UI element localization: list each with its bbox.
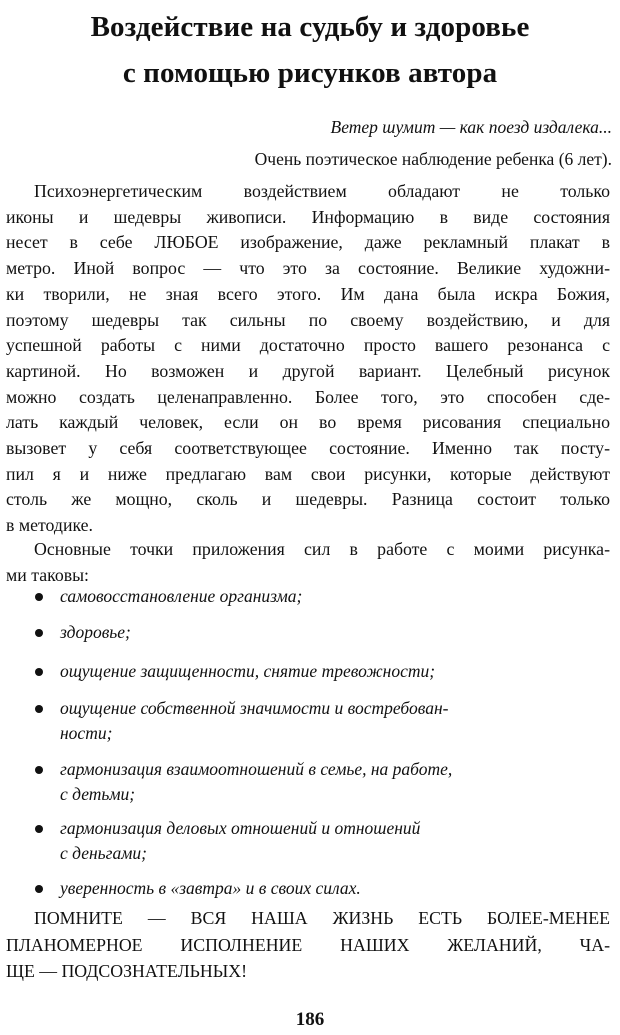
paragraph-line: успешной работы с ними достаточно просто вашего резонанса с <box>6 335 610 356</box>
paragraph-main <box>6 179 610 539</box>
page-title <box>20 4 600 96</box>
list-item-line: гармонизация взаимоотношений в семье, на работе, <box>60 759 453 779</box>
paragraph-line: лать каждый человек, если он во время рисования специально <box>6 412 610 433</box>
bullet-icon <box>35 766 43 774</box>
bullet-icon <box>35 885 43 893</box>
list-item-line: уверенность в «завтра» и в своих силах. <box>60 878 361 898</box>
paragraph-line: метро. Иной вопрос — что это за состояние. Великие художни- <box>6 258 610 279</box>
list-item-text <box>60 659 600 684</box>
paragraph-line: пил я и ниже предлагаю вам свои рисунки, которые действуют <box>6 463 610 484</box>
bullet-icon <box>35 593 43 601</box>
paragraph-line: несет в себе ЛЮБОЕ изображение, даже рекламный плакат в <box>6 232 610 253</box>
closing-line: ЩЕ — ПОДСОЗНАТЕЛЬНЫХ! <box>6 961 247 981</box>
paragraph-line: Основные точки приложения сил в работе с моими рисунка- <box>34 539 610 559</box>
paragraph-line: столь же мощно, сколь и шедевры. Разница состоит только <box>6 489 610 510</box>
bullet-icon <box>35 705 43 713</box>
list-item-text <box>60 876 600 901</box>
paragraph-line: можно создать целенаправленно. Более того, это способен сде- <box>6 386 610 407</box>
paragraph-intro-list <box>6 537 610 588</box>
list-item-text <box>60 757 600 807</box>
epigraph-quote: Ветер шумит — как поезд издалека... <box>330 117 612 137</box>
list-item-line: с детьми; <box>60 784 136 804</box>
paragraph-line: поэтому шедевры так сильны по своему воздействию, и для <box>6 309 610 330</box>
page-number: 186 <box>295 1009 325 1030</box>
list-item-text <box>60 620 600 645</box>
list-item-text <box>60 816 600 866</box>
closing-statement <box>6 905 610 985</box>
closing-line: ПЛАНОМЕРНОЕ ИСПОЛНЕНИЕ НАШИХ ЖЕЛАНИЙ, ЧА- <box>6 934 610 955</box>
list-item-text <box>60 584 600 609</box>
list-item-line: гармонизация деловых отношений и отношений <box>60 818 421 838</box>
list-item-text <box>60 696 600 746</box>
list-item-line: ощущение собственной значимости и востребован- <box>60 698 449 718</box>
bullet-icon <box>35 668 43 676</box>
list-item-line: ощущение защищенности, снятие тревожности; <box>60 661 436 681</box>
epigraph-source: Очень поэтическое наблюдение ребенка (6 лет). <box>254 149 612 169</box>
paragraph-line: картиной. Но возможен и другой вариант. Целебный рисунок <box>6 360 610 381</box>
list-item-line: с деньгами; <box>60 843 147 863</box>
title-line-2: с помощью рисунков автора <box>122 57 498 89</box>
list-item-line: здоровье; <box>60 622 131 642</box>
list-item-line: ности; <box>60 723 113 743</box>
paragraph-line: Психоэнергетическим воздействием обладают не только <box>34 181 610 201</box>
list-item-line: самовосстановление организма; <box>60 586 303 606</box>
bullet-icon <box>35 825 43 833</box>
paragraph-line: ки творили, не зная всего этого. Им дана была искра Божия, <box>6 283 610 304</box>
title-line-1: Воздействие на судьбу и здоровье <box>90 11 530 43</box>
paragraph-line: ми таковы: <box>6 564 90 585</box>
bullet-icon <box>35 629 43 637</box>
paragraph-line: иконы и шедевры живописи. Информацию в виде состояния <box>6 206 610 227</box>
paragraph-line: вызовет у себя соответствующее состояние. Именно так посту- <box>6 438 610 459</box>
paragraph-line: в методике. <box>6 515 93 536</box>
closing-line: ПОМНИТЕ — ВСЯ НАША ЖИЗНЬ ЕСТЬ БОЛЕЕ-МЕНЕЕ <box>34 908 610 928</box>
